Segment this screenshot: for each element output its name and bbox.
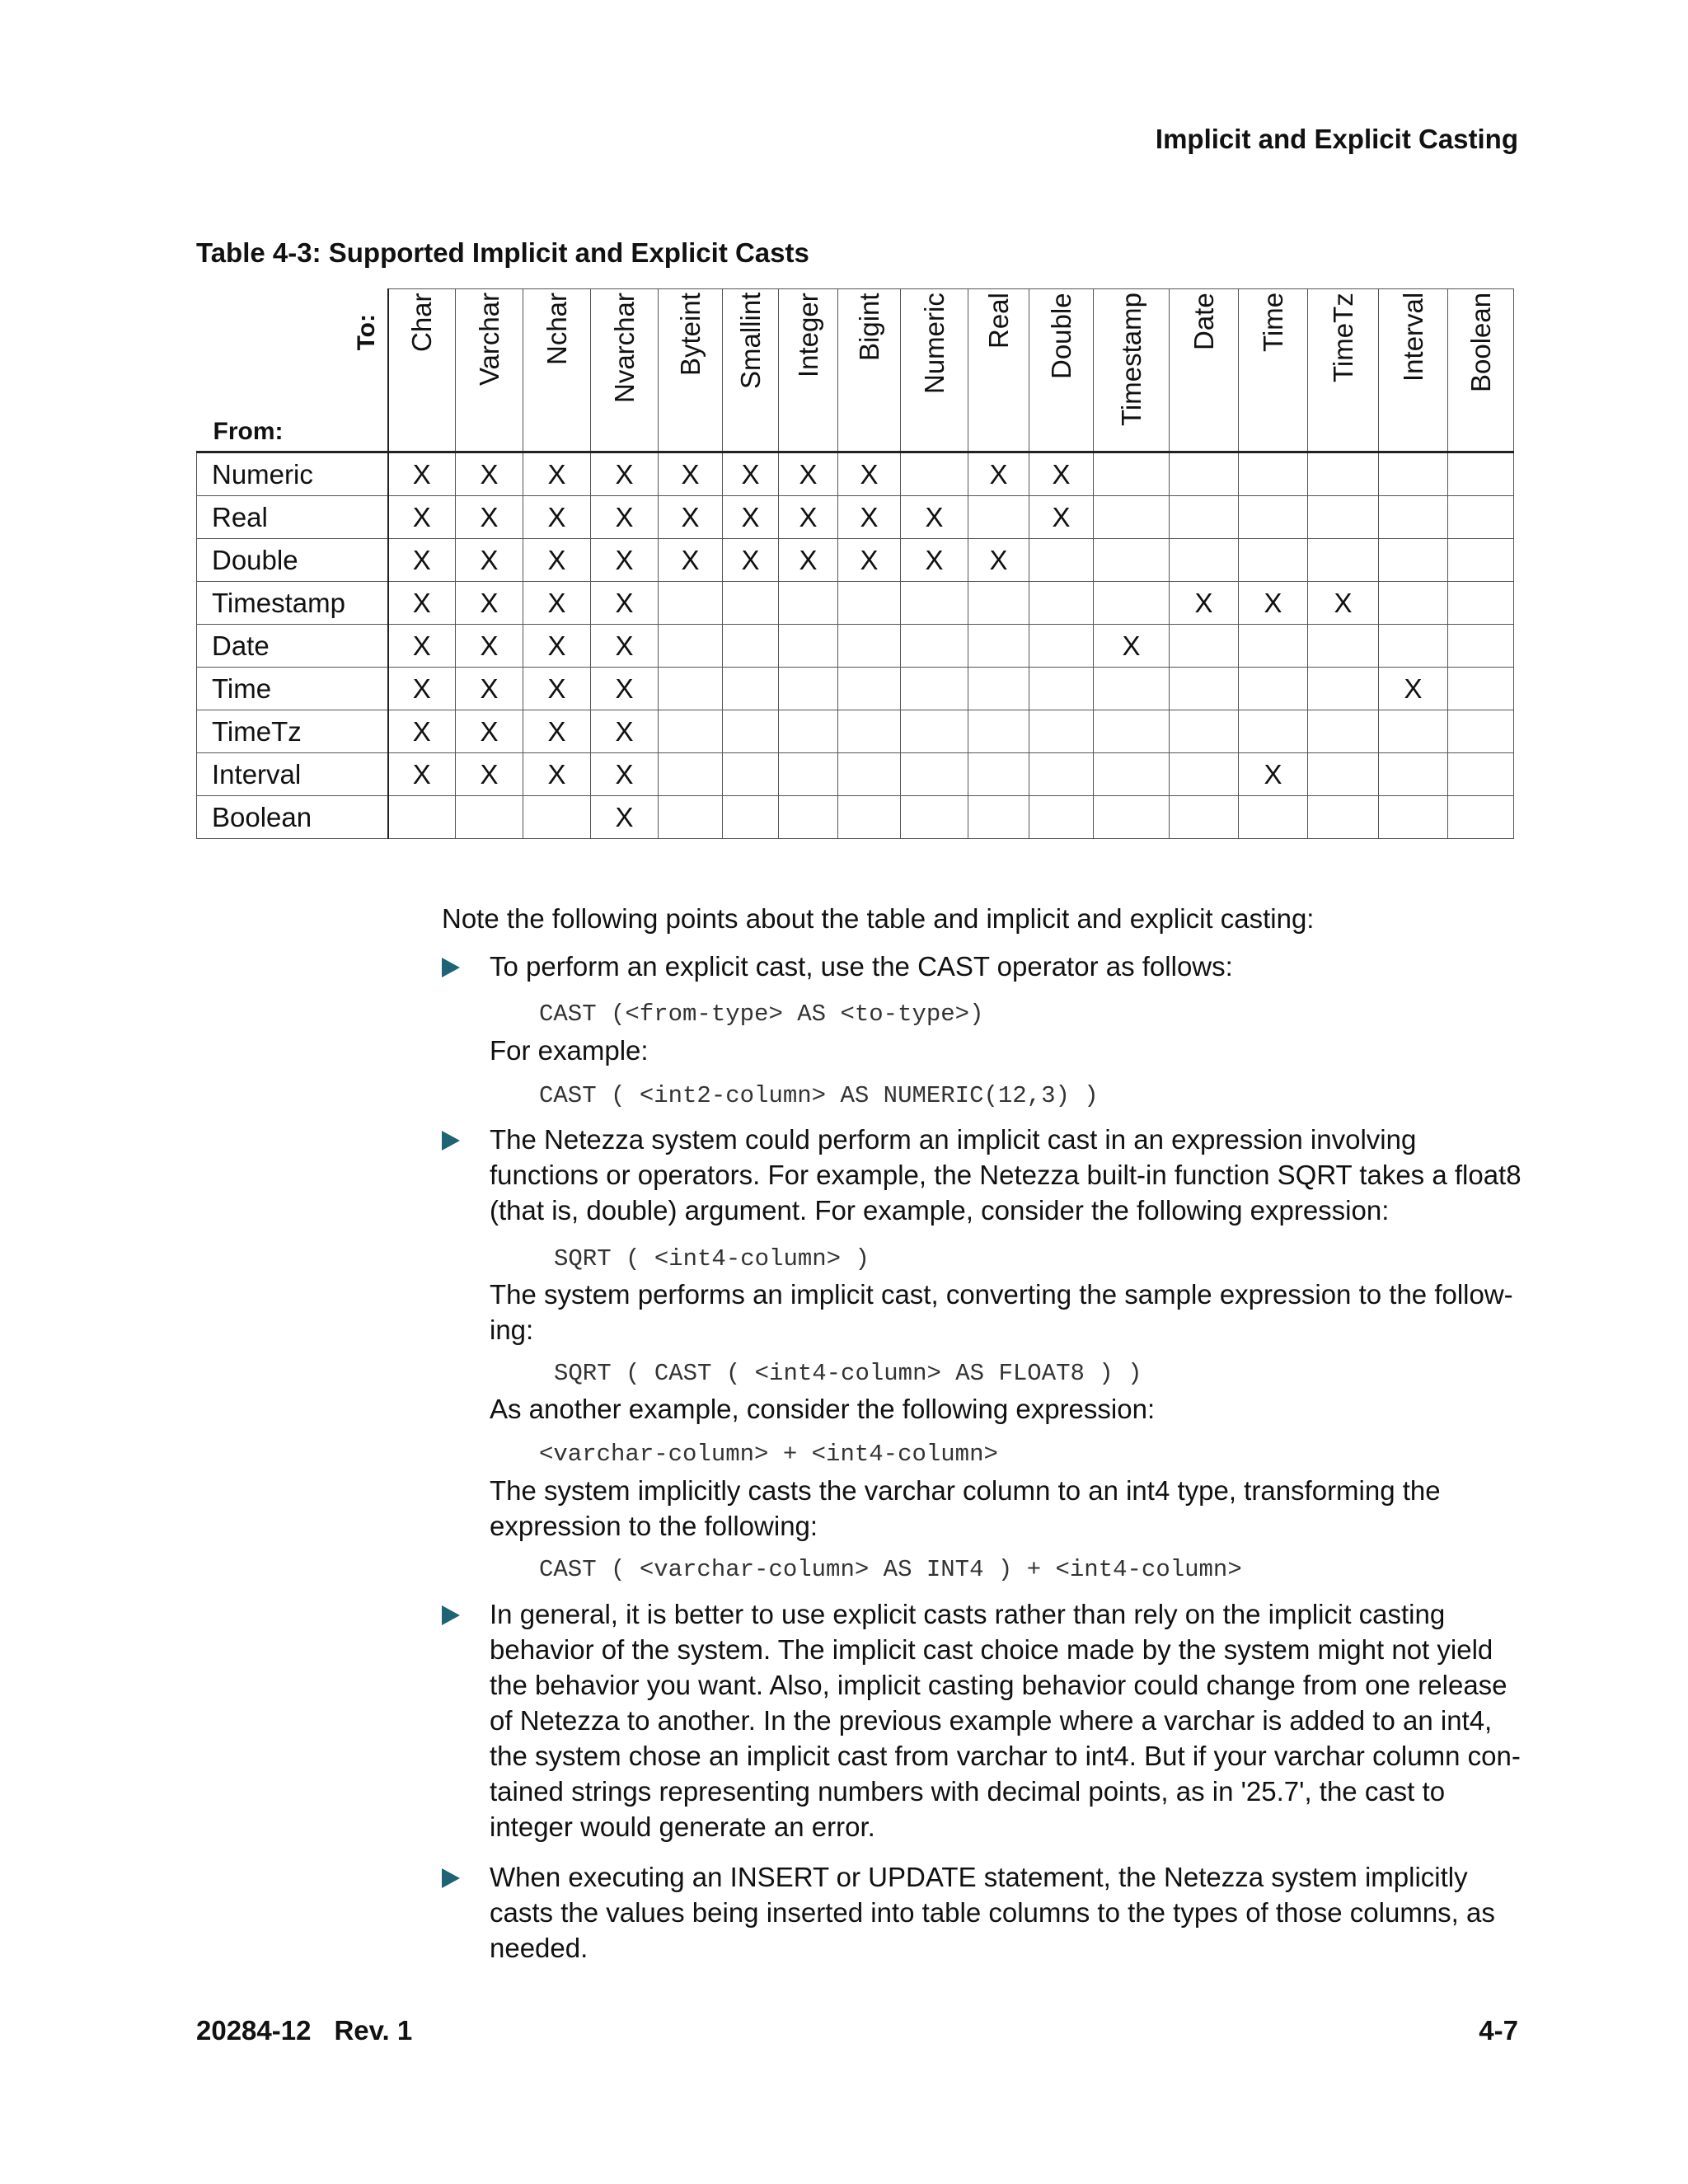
table-cell [1094, 539, 1170, 582]
table-cell: X [388, 710, 456, 753]
table-cell: X [388, 753, 456, 796]
row-label: TimeTz [197, 710, 388, 753]
table-cell: X [1170, 582, 1239, 625]
table-cell: X [968, 539, 1029, 582]
table-cell [1379, 796, 1448, 839]
table-cell [1094, 753, 1170, 796]
column-header-boolean [1448, 289, 1514, 452]
table-cell: X [523, 668, 591, 710]
table-cell: X [659, 496, 723, 539]
table-cell: X [779, 452, 838, 496]
row-label: Date [197, 625, 388, 668]
bullet-2-text2: The system performs an implicit cast, converting the sample expression to the follow-ing: [490, 1279, 1513, 1345]
table-cell [901, 668, 968, 710]
column-header-timestamp [1094, 289, 1170, 452]
table-cell [1308, 710, 1379, 753]
bullet-arrow-icon [442, 1131, 460, 1151]
row-label: Real [197, 496, 388, 539]
table-cell: X [456, 710, 523, 753]
table-cell: X [456, 452, 523, 496]
table-cell [1308, 753, 1379, 796]
column-header-nvarchar [591, 289, 659, 452]
table-cell [723, 796, 779, 839]
for-example-text: For example: [490, 1035, 649, 1066]
table-cell [901, 796, 968, 839]
table-cell: X [591, 710, 659, 753]
table-cell: X [388, 625, 456, 668]
from-label: From: [213, 418, 284, 445]
column-label: Integer [793, 293, 823, 377]
table-row [197, 625, 1514, 668]
table-cell: X [968, 452, 1029, 496]
column-header-char [388, 289, 456, 452]
table-cell [1029, 539, 1094, 582]
table-cell [1448, 668, 1514, 710]
table-cell [523, 796, 591, 839]
table-cell: X [838, 496, 901, 539]
code-varchar-cast: CAST ( <varchar-column> AS INT4 ) + <int4-column> [539, 1556, 1242, 1583]
table-cell [659, 625, 723, 668]
table-cell [1239, 796, 1308, 839]
table-cell: X [523, 582, 591, 625]
code-sqrt-cast: SQRT ( CAST ( <int4-column> AS FLOAT8 ) ) [554, 1360, 1142, 1387]
table-cell [1379, 710, 1448, 753]
table-cell [838, 796, 901, 839]
table-cell [1448, 452, 1514, 496]
table-cell [1029, 710, 1094, 753]
column-header-interval [1379, 289, 1448, 452]
table-row [197, 539, 1514, 582]
table-cell: X [591, 496, 659, 539]
column-header-time [1239, 289, 1308, 452]
table-cell [1308, 796, 1379, 839]
column-label: Double [1046, 293, 1076, 379]
table-cell [723, 625, 779, 668]
table-cell [1170, 753, 1239, 796]
table-cell: X [523, 452, 591, 496]
table-cell [1379, 452, 1448, 496]
bullet-2-text3: As another example, consider the following expression: [490, 1394, 1156, 1424]
column-header-nchar [523, 289, 591, 452]
table-cell: X [1029, 496, 1094, 539]
table-row [197, 452, 1514, 496]
table-cell [1029, 753, 1094, 796]
table-cell: X [456, 668, 523, 710]
table-cell [1448, 796, 1514, 839]
table-cell [1379, 539, 1448, 582]
table-cell: X [388, 668, 456, 710]
table-cell [1170, 625, 1239, 668]
table-cell [1094, 496, 1170, 539]
column-label: Date [1189, 293, 1219, 350]
table-cell [1170, 539, 1239, 582]
table-cell: X [1239, 753, 1308, 796]
table-cell: X [591, 753, 659, 796]
code-cast-example: CAST ( <int2-column> AS NUMERIC(12,3) ) [539, 1082, 1099, 1109]
table-cell [838, 753, 901, 796]
column-header-date [1170, 289, 1239, 452]
table-cell [1448, 496, 1514, 539]
table-cell [968, 496, 1029, 539]
column-label: Bigint [854, 293, 884, 361]
table-cell [968, 668, 1029, 710]
bullet-1-text: To perform an explicit cast, use the CAST operator as follows: [490, 951, 1233, 982]
table-cell: X [723, 452, 779, 496]
table-cell: X [779, 539, 838, 582]
table-row [197, 668, 1514, 710]
table-cell: X [591, 668, 659, 710]
table-cell [659, 710, 723, 753]
table-cell [901, 625, 968, 668]
bullet-arrow-icon [442, 1605, 460, 1625]
table-cell [1448, 625, 1514, 668]
table-cell [659, 796, 723, 839]
table-cell: X [838, 539, 901, 582]
table-cell: X [523, 496, 591, 539]
table-cell: X [723, 539, 779, 582]
bullet-2-text: The Netezza system could perform an implicit cast in an expression involving functions or operators. For example, the Netezza built-in function SQRT takes a float8 (that is, double) argument. For example, consider the following expression: [490, 1124, 1522, 1226]
column-label: Real [983, 293, 1014, 349]
table-cell [1029, 582, 1094, 625]
table-cell: X [659, 452, 723, 496]
table-cell [838, 625, 901, 668]
table-cell [779, 668, 838, 710]
column-label: Smallint [735, 293, 766, 390]
column-label: Varchar [474, 293, 504, 387]
table-cell [901, 452, 968, 496]
column-label: Nvarchar [609, 293, 640, 403]
table-cell [968, 796, 1029, 839]
column-header-timetz [1308, 289, 1379, 452]
table-cell [1094, 668, 1170, 710]
table-cell [1239, 710, 1308, 753]
table-row [197, 753, 1514, 796]
table-cell: X [1029, 452, 1094, 496]
table-cell: X [523, 625, 591, 668]
running-header: Implicit and Explicit Casting [1155, 124, 1518, 154]
table-cell [723, 582, 779, 625]
table-cell [779, 582, 838, 625]
table-cell [1170, 710, 1239, 753]
table-cell [779, 625, 838, 668]
column-label: Numeric [919, 293, 950, 394]
table-row [197, 796, 1514, 839]
row-label: Interval [197, 753, 388, 796]
table-cell [1029, 668, 1094, 710]
table-cell: X [1379, 668, 1448, 710]
table-cell [1308, 539, 1379, 582]
table-cell [1239, 496, 1308, 539]
bullet-3-text: In general, it is better to use explicit casts rather than rely on the implicit casting behavior of the system. The implicit cast choice made by the system might not yield the behavior you want. Also, implicit casting behavior could change from one release of Netezza to another. In the previous example where a varchar is added to an int4, the system chose an implicit cast from varchar to int4. But if your varchar column con-tained strings representing numbers with decimal points, as in '25.7', the cast to integer would generate an error. [490, 1599, 1521, 1842]
table-cell [1308, 668, 1379, 710]
column-label: Boolean [1465, 293, 1496, 393]
table-cell: X [456, 539, 523, 582]
table-row [197, 496, 1514, 539]
column-header-byteint [659, 289, 723, 452]
table-cell [901, 753, 968, 796]
table-cell [779, 710, 838, 753]
table-cell [1094, 452, 1170, 496]
table-row [197, 710, 1514, 753]
table-cell [388, 796, 456, 839]
table-cell: X [1308, 582, 1379, 625]
table-cell: X [388, 452, 456, 496]
table-cell [1170, 668, 1239, 710]
column-label: Interval [1398, 293, 1428, 382]
table-cell [1239, 539, 1308, 582]
table-cell: X [659, 539, 723, 582]
table-cell [1029, 796, 1094, 839]
table-cell [1448, 539, 1514, 582]
column-label: Timestamp [1116, 293, 1146, 426]
table-cell [968, 625, 1029, 668]
column-label: Nchar [542, 293, 572, 366]
table-cell: X [1239, 582, 1308, 625]
table-cell [1170, 796, 1239, 839]
code-sqrt: SQRT ( <int4-column> ) [554, 1245, 870, 1272]
table-cell [659, 668, 723, 710]
table-cell [1448, 582, 1514, 625]
code-varchar-plus: <varchar-column> + <int4-column> [539, 1441, 998, 1468]
table-cell [1170, 496, 1239, 539]
table-cell: X [456, 753, 523, 796]
column-header-integer [779, 289, 838, 452]
column-label: Char [406, 293, 438, 352]
table-cell: X [591, 539, 659, 582]
row-label: Boolean [197, 796, 388, 839]
page-number: 4-7 [1479, 2015, 1518, 2046]
table-cell: X [456, 496, 523, 539]
column-header-varchar [456, 289, 523, 452]
column-label: Byteint [675, 293, 706, 376]
table-cell [838, 668, 901, 710]
table-cell: X [901, 496, 968, 539]
table-cell [968, 582, 1029, 625]
table-cell [779, 796, 838, 839]
table-cell: X [838, 452, 901, 496]
footer-doc-id [196, 2015, 412, 2046]
table-cell: X [591, 796, 659, 839]
table-cell [723, 710, 779, 753]
column-header-bigint [838, 289, 901, 452]
table-cell [1308, 452, 1379, 496]
column-header-smallint [723, 289, 779, 452]
table-cell [1308, 496, 1379, 539]
bullet-arrow-icon [442, 958, 460, 977]
column-header-double [1029, 289, 1094, 452]
table-cell: X [591, 582, 659, 625]
to-label: To: [352, 313, 380, 350]
table-cell [659, 582, 723, 625]
table-cell [1094, 710, 1170, 753]
table-cell [1239, 452, 1308, 496]
table-caption: Table 4-3: Supported Implicit and Explicit Casts [196, 237, 809, 268]
column-label: Time [1258, 293, 1288, 353]
revision: Rev. 1 [334, 2015, 413, 2046]
table-cell [1239, 668, 1308, 710]
table-cell [1448, 753, 1514, 796]
table-cell: X [591, 452, 659, 496]
table-cell [1094, 796, 1170, 839]
table-cell [1170, 452, 1239, 496]
table-cell [838, 710, 901, 753]
table-header-row [197, 289, 1514, 452]
table-cell: X [388, 539, 456, 582]
column-label: TimeTz [1328, 293, 1358, 382]
bullet-2-text4: The system implicitly casts the varchar column to an int4 type, transforming the expression to the following: [490, 1475, 1441, 1541]
table-cell: X [901, 539, 968, 582]
table-cell: X [1094, 625, 1170, 668]
table-cell [1094, 582, 1170, 625]
table-cell: X [388, 496, 456, 539]
table-cell [1379, 625, 1448, 668]
table-cell [659, 753, 723, 796]
table-cell: X [388, 582, 456, 625]
table-cell [1379, 753, 1448, 796]
table-cell: X [779, 496, 838, 539]
table-cell [1448, 710, 1514, 753]
table-cell [901, 582, 968, 625]
table-cell [1379, 496, 1448, 539]
table-cell: X [723, 496, 779, 539]
table-cell: X [456, 582, 523, 625]
intro-text: Note the following points about the table and implicit and explicit casting: [442, 903, 1315, 934]
row-label: Time [197, 668, 388, 710]
table-cell [779, 753, 838, 796]
code-cast-syntax: CAST (<from-type> AS <to-type>) [539, 1001, 984, 1028]
doc-number: 20284-12 [196, 2015, 312, 2046]
table-corner [197, 289, 388, 452]
table-cell [723, 753, 779, 796]
table-cell [901, 710, 968, 753]
bullet-arrow-icon [442, 1868, 460, 1888]
column-header-numeric [901, 289, 968, 452]
row-label: Double [197, 539, 388, 582]
casts-table [196, 288, 1514, 839]
table-cell [1379, 582, 1448, 625]
table-cell [456, 796, 523, 839]
table-row [197, 582, 1514, 625]
row-label: Numeric [197, 452, 388, 496]
bullet-4-text: When executing an INSERT or UPDATE statement, the Netezza system implicitly casts the values being inserted into table columns to the types of those columns, as needed. [490, 1862, 1495, 1963]
table-cell: X [523, 539, 591, 582]
table-cell: X [523, 710, 591, 753]
table-cell [968, 710, 1029, 753]
table-cell [1029, 625, 1094, 668]
table-cell: X [591, 625, 659, 668]
table-cell: X [523, 753, 591, 796]
column-header-real [968, 289, 1029, 452]
table-cell [838, 582, 901, 625]
row-label: Timestamp [197, 582, 388, 625]
table-cell: X [456, 625, 523, 668]
table-cell [723, 668, 779, 710]
table-cell [968, 753, 1029, 796]
table-cell [1239, 625, 1308, 668]
table-cell [1308, 625, 1379, 668]
